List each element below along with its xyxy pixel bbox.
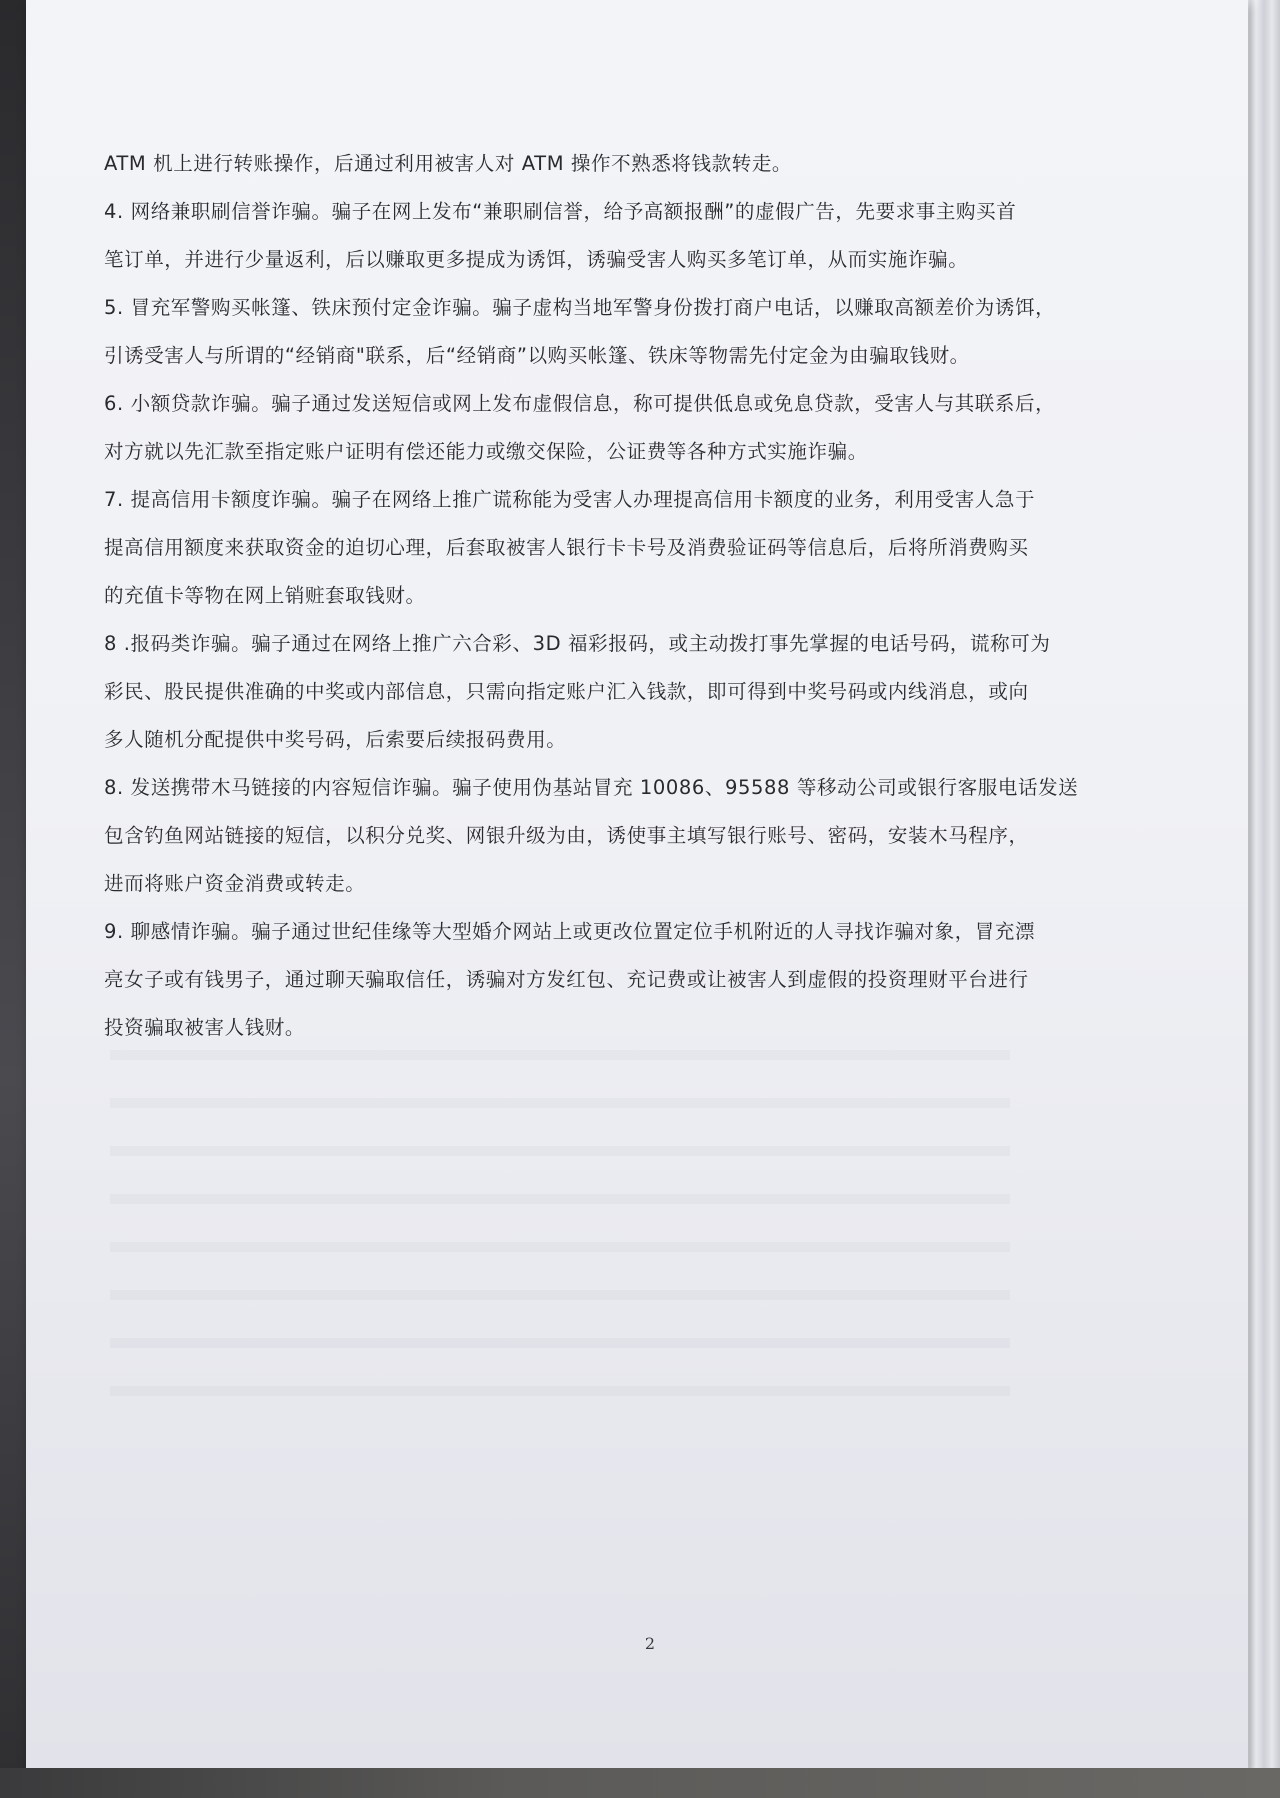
text-line: 对方就以先汇款至指定账户证明有偿还能力或缴交保险，公证费等各种方式实施诈骗。 (104, 440, 868, 463)
document-body (104, 140, 1184, 1052)
page-number: 2 (644, 1634, 656, 1653)
text-line: 进而将账户资金消费或转走。 (104, 872, 366, 895)
text-line: 彩民、股民提供准确的中奖或内部信息，只需向指定账户汇入钱款，即可得到中奖号码或内线消息，或向 (104, 680, 1029, 703)
text-line: 9. 聊感情诈骗。骗子通过世纪佳缘等大型婚介网站上或更改位置定位手机附近的人寻找诈骗对象，冒充漂 (104, 920, 1036, 943)
text-line: 的充值卡等物在网上销赃套取钱财。 (104, 584, 426, 607)
text-line: 亮女子或有钱男子，通过聊天骗取信任，诱骗对方发红包、充记费或让被害人到虚假的投资理财平台进行 (104, 968, 1029, 991)
text-line: 8 .报码类诈骗。骗子通过在网络上推广六合彩、3D 福彩报码，或主动拨打事先掌握的电话号码，谎称可为 (104, 632, 1051, 655)
text-line: 7. 提高信用卡额度诈骗。骗子在网络上推广谎称能为受害人办理提高信用卡额度的业务，利用受害人急于 (104, 488, 1036, 511)
text-line: ATM 机上进行转账操作，后通过利用被害人对 ATM 操作不熟悉将钱款转走。 (104, 152, 793, 175)
text-line: 包含钓鱼网站链接的短信，以积分兑奖、网银升级为由，诱使事主填写银行账号、密码，安装木马程序， (104, 824, 1029, 847)
text-line: 引诱受害人与所谓的“经销商"联系，后“经销商”以购买帐篷、铁床等物需先付定金为由骗取钱财。 (104, 344, 970, 367)
text-line: 4. 网络兼职刷信誉诈骗。骗子在网上发布“兼职刷信誉，给予高额报酬”的虚假广告，先要求事主购买首 (104, 200, 1017, 223)
text-line: 6. 小额贷款诈骗。骗子通过发送短信或网上发布虚假信息，称可提供低息或免息贷款，受害人与其联系后， (104, 392, 1056, 415)
text-line: 笔订单，并进行少量返利，后以赚取更多提成为诱饵，诱骗受害人购买多笔订单，从而实施诈骗。 (104, 248, 969, 271)
table-edge-bottom (0, 1768, 1280, 1798)
text-line: 8. 发送携带木马链接的内容短信诈骗。骗子使用伪基站冒充 10086、95588 等移动公司或银行客服电话发送 (104, 776, 1079, 799)
text-line: 5. 冒充军警购买帐篷、铁床预付定金诈骗。骗子虚构当地军警身份拨打商户电话，以赚取高额差价为诱饵， (104, 296, 1056, 319)
text-line: 投资骗取被害人钱财。 (104, 1016, 306, 1039)
text-line: 多人随机分配提供中奖号码，后索要后续报码费用。 (104, 728, 567, 751)
text-line: 提高信用额度来获取资金的迫切心理，后套取被害人银行卡卡号及消费验证码等信息后，后将所消费购买 (104, 536, 1029, 559)
table-edge-left (0, 0, 26, 1798)
